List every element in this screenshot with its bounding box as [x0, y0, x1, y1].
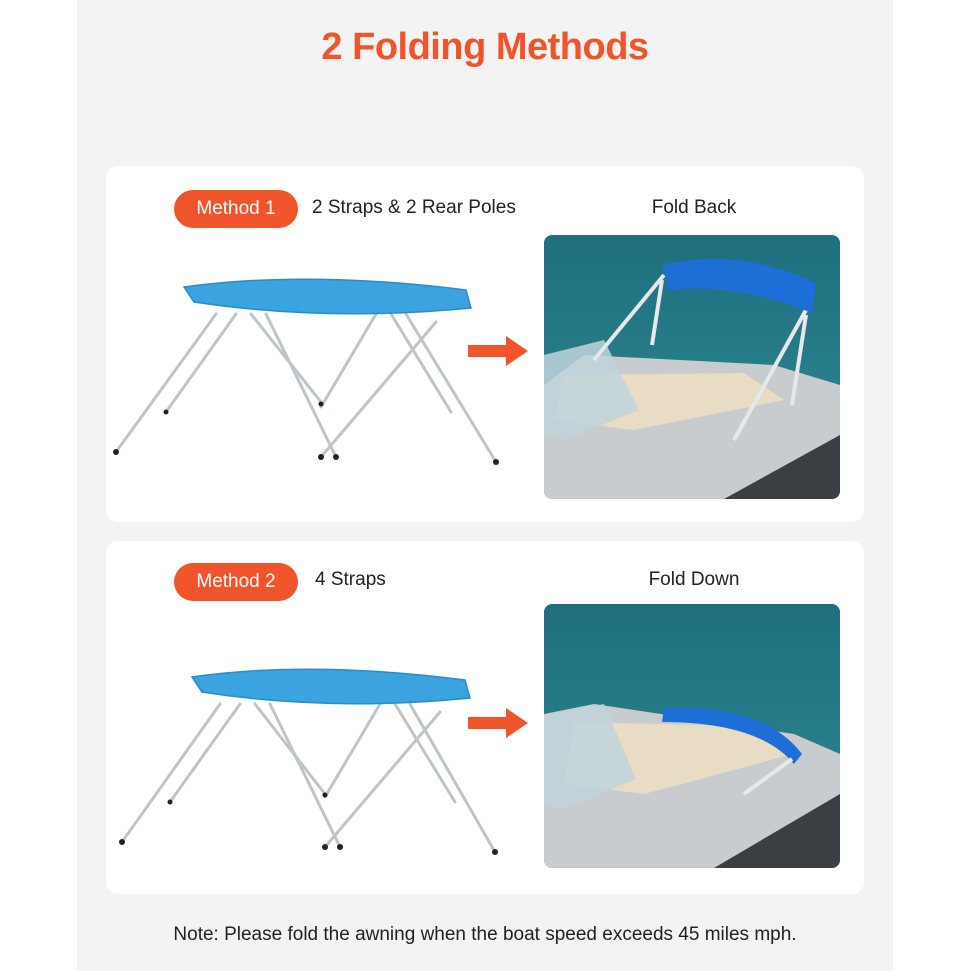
method-2-result-label: Fold Down [648, 569, 740, 590]
arrow-right-icon [468, 336, 528, 366]
fold-down-photo [544, 604, 840, 868]
method-2-description: 4 Straps [315, 569, 386, 590]
arrow-right-icon [468, 708, 528, 738]
bimini-top-illustration [106, 262, 506, 472]
method-2-badge: Method 2 [174, 563, 298, 601]
footer-note: Note: Please fold the awning when the boat speed exceeds 45 miles mph. [173, 924, 797, 945]
fold-back-photo [544, 235, 840, 499]
method-1-badge: Method 1 [174, 190, 298, 228]
method-1-description: 2 Straps & 2 Rear Poles [312, 197, 516, 218]
bimini-top-illustration [110, 652, 510, 862]
method-1-result-label: Fold Back [651, 197, 737, 218]
page-title: 2 Folding Methods [321, 26, 649, 68]
